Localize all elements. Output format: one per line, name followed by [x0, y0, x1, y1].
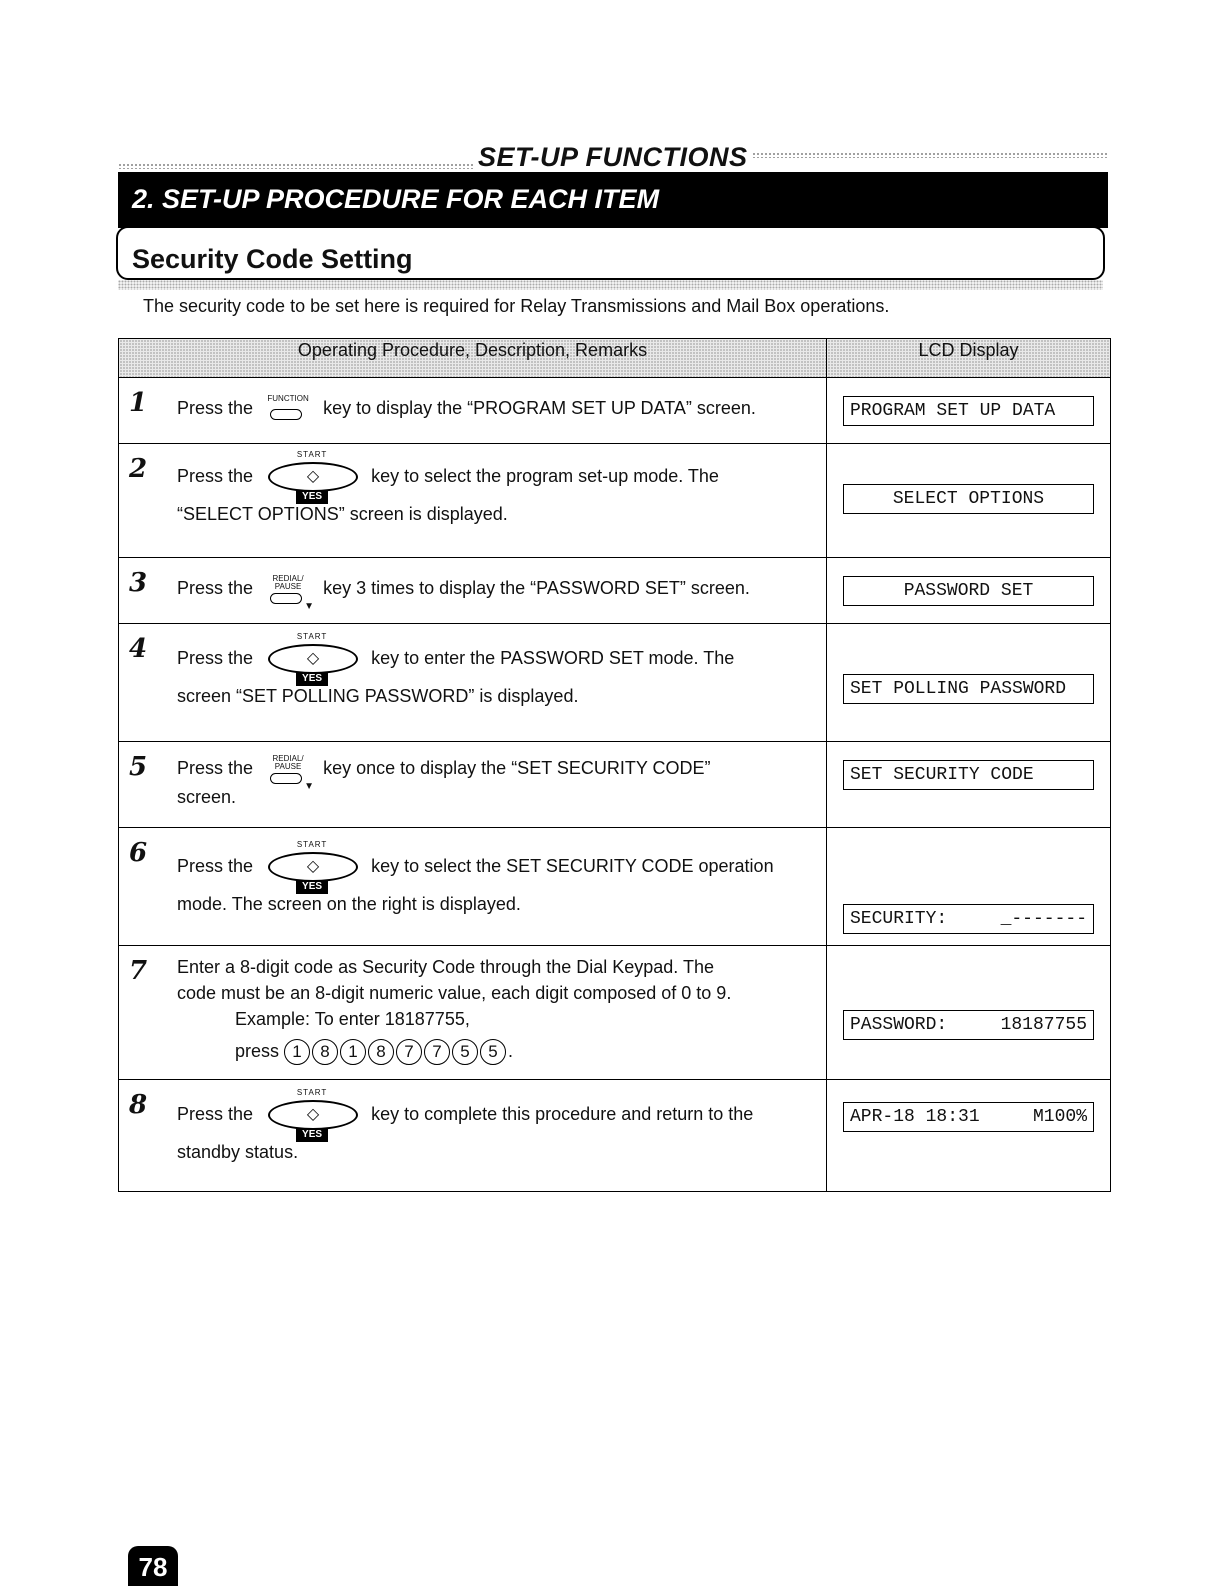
step-text: key once to display the “SET SECURITY CODE” — [323, 758, 711, 778]
lcd-cell — [827, 828, 1111, 946]
start-symbol: ◇ — [268, 1100, 358, 1130]
step-text: Enter a 8-digit code as Security Code through the Dial Keypad. The — [177, 957, 714, 977]
step-number: 8 — [129, 1090, 148, 1120]
step-text: “SELECT OPTIONS” screen is displayed. — [177, 504, 508, 524]
start-key-caption: START — [296, 840, 328, 849]
step-text: key 3 times to display the “PASSWORD SET” screen. — [323, 578, 750, 598]
digit-key-icon: 7 — [424, 1039, 450, 1065]
lcd-display — [843, 904, 1094, 934]
table-row — [119, 828, 1111, 946]
press-text: press — [235, 1041, 280, 1061]
start-key-icon — [264, 840, 360, 892]
lcd-display — [843, 1010, 1094, 1040]
table-row — [119, 946, 1111, 1080]
intro-text: The security code to be set here is required for Relay Transmissions and Mail Box operations. — [143, 296, 890, 316]
step-cell — [119, 742, 827, 828]
redial-pause-key-icon — [262, 754, 314, 793]
lcd-label: SECURITY: — [850, 909, 948, 929]
yes-label: YES — [296, 490, 328, 504]
table-row — [119, 1080, 1111, 1192]
step-text: Press the — [177, 855, 254, 876]
lcd-cell — [827, 444, 1111, 558]
lcd-cell — [827, 946, 1111, 1080]
step-text: Press the — [177, 578, 254, 598]
step-number: 7 — [129, 956, 148, 986]
subsection-box — [116, 226, 1105, 280]
digit-key-icon: 1 — [340, 1039, 366, 1065]
table-row — [119, 558, 1111, 624]
table-header-row — [119, 339, 1111, 378]
digit-key-icon: 8 — [312, 1039, 338, 1065]
step-text: key to select the SET SECURITY CODE operation — [371, 855, 774, 876]
start-key-caption: START — [296, 450, 328, 459]
yes-label: YES — [296, 880, 328, 894]
running-title: SET-UP FUNCTIONS — [478, 142, 748, 172]
lcd-cell — [827, 378, 1111, 444]
start-key-caption: START — [296, 632, 328, 641]
step-cell — [119, 1080, 827, 1192]
digit-key-icon: 5 — [452, 1039, 478, 1065]
step-text: mode. The screen on the right is displayed. — [177, 894, 521, 914]
start-key-caption: START — [296, 1088, 328, 1097]
lcd-display: SELECT OPTIONS — [843, 484, 1094, 514]
down-arrow-icon: ▼ — [304, 601, 314, 613]
lcd-display: PASSWORD SET — [843, 576, 1094, 606]
step-number: 2 — [129, 454, 148, 484]
step-text: key to select the program set-up mode. The — [371, 465, 719, 486]
section-title: 2. SET-UP PROCEDURE FOR EACH ITEM — [132, 184, 660, 214]
step-number: 6 — [129, 838, 148, 868]
start-key-icon — [264, 1088, 360, 1140]
step-text: Press the — [177, 398, 254, 418]
example-text: Example: To enter 18187755, — [235, 1009, 470, 1029]
step-text: Press the — [177, 647, 254, 668]
table-row — [119, 378, 1111, 444]
function-key-caption: FUNCTION — [267, 394, 309, 404]
yes-label: YES — [296, 1128, 328, 1142]
step-number: 4 — [129, 634, 148, 664]
lcd-display: SET SECURITY CODE — [843, 760, 1094, 790]
step-text: screen. — [177, 787, 237, 808]
lcd-cell — [827, 742, 1111, 828]
table-row — [119, 624, 1111, 742]
col-lcd-header: LCD Display — [827, 339, 1111, 378]
lcd-date: APR-18 18:31 — [850, 1107, 980, 1127]
step-cell — [119, 624, 827, 742]
step-cell — [119, 828, 827, 946]
step-text: Press the — [177, 465, 254, 486]
header-rule-right — [752, 152, 1107, 158]
start-key-icon — [264, 632, 360, 684]
lcd-cell — [827, 558, 1111, 624]
digit-key-icon: 7 — [396, 1039, 422, 1065]
procedure-table — [118, 338, 1111, 1192]
table-row — [119, 742, 1111, 828]
step-text: key to display the “PROGRAM SET UP DATA” screen. — [323, 398, 756, 418]
lcd-cell — [827, 1080, 1111, 1192]
redial-key-caption: REDIAL/ PAUSE — [272, 574, 304, 592]
lcd-display: SET POLLING PASSWORD — [843, 674, 1094, 704]
function-key-icon — [262, 395, 314, 423]
step-cell — [119, 444, 827, 558]
step-number: 1 — [129, 388, 148, 418]
step-text: Press the — [177, 1103, 254, 1124]
step-cell — [119, 946, 827, 1080]
digit-key-icon: 5 — [480, 1039, 506, 1065]
step-text: key to complete this procedure and return to the — [371, 1103, 754, 1124]
step-number: 5 — [129, 752, 148, 782]
step-text: screen “SET POLLING PASSWORD” is displayed. — [177, 686, 579, 706]
col-procedure-header: Operating Procedure, Description, Remarks — [119, 339, 827, 378]
section-title-bar — [118, 172, 1108, 228]
subsection-title: Security Code Setting — [132, 244, 413, 274]
period: . — [508, 1041, 514, 1061]
digit-sequence — [177, 1038, 814, 1065]
subsection-shadow — [118, 280, 1103, 290]
redial-key-caption: REDIAL/ PAUSE — [272, 754, 304, 772]
down-arrow-icon: ▼ — [304, 781, 314, 793]
header-rule-left — [118, 163, 473, 169]
lcd-cell — [827, 624, 1111, 742]
lcd-value: 18187755 — [1000, 1015, 1087, 1035]
digit-key-icon: 8 — [368, 1039, 394, 1065]
step-text: key to enter the PASSWORD SET mode. The — [371, 647, 735, 668]
start-symbol: ◇ — [268, 644, 358, 674]
lcd-display: PROGRAM SET UP DATA — [843, 396, 1094, 426]
step-text: code must be an 8-digit numeric value, each digit composed of 0 to 9. — [177, 983, 732, 1003]
lcd-display — [843, 1102, 1094, 1132]
digit-key-icon: 1 — [284, 1039, 310, 1065]
start-symbol: ◇ — [268, 462, 358, 492]
start-symbol: ◇ — [268, 852, 358, 882]
start-key-icon — [264, 450, 360, 502]
step-cell — [119, 378, 827, 444]
redial-pause-key-icon — [262, 574, 314, 613]
lcd-memory: M100% — [1032, 1107, 1087, 1127]
step-text: standby status. — [177, 1142, 299, 1162]
table-row — [119, 444, 1111, 558]
lcd-value: _------- — [1000, 909, 1087, 929]
yes-label: YES — [296, 672, 328, 686]
lcd-label: PASSWORD: — [850, 1015, 948, 1035]
step-text: Press the — [177, 758, 254, 778]
step-number: 3 — [129, 568, 148, 598]
page-number: 78 — [128, 1546, 178, 1586]
step-cell — [119, 558, 827, 624]
